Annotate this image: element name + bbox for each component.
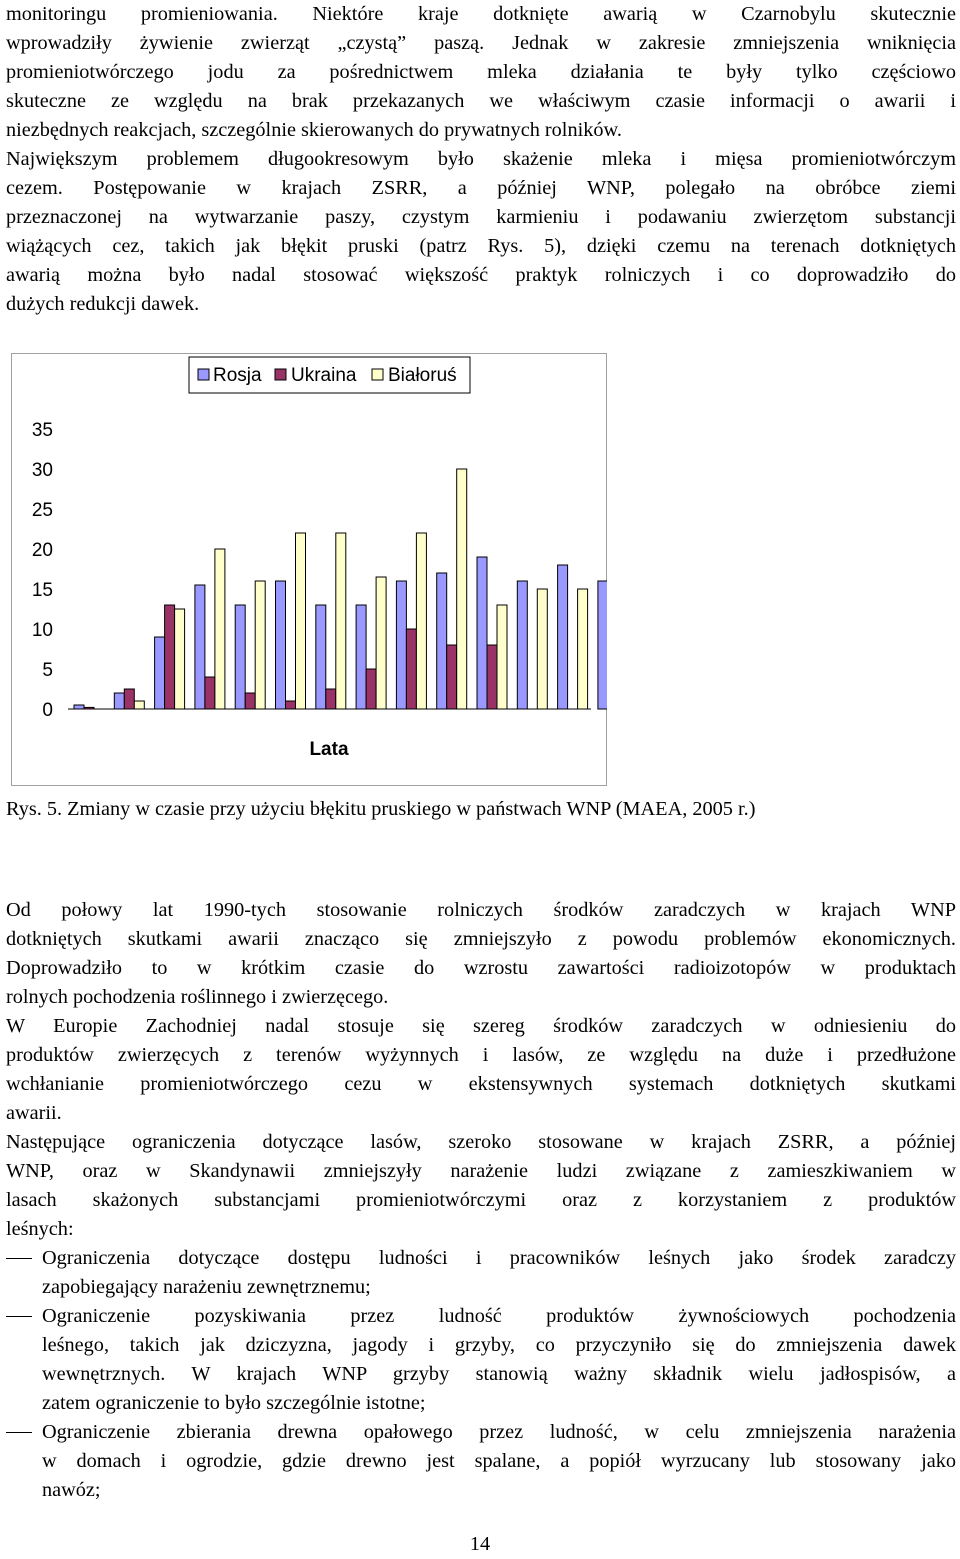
bar-rosja [114, 693, 124, 709]
text-line: nawóz; [42, 1479, 101, 1501]
bar-białoruś [457, 469, 467, 709]
legend-swatch-ukraina [275, 369, 286, 380]
text-line: monitoringu promieniowania. Niektóre kraje dotknięte awarią w Czarnobylu skutecznie [6, 3, 956, 25]
restrictions-list [6, 1244, 956, 1505]
bar-ukraina [124, 689, 134, 709]
text-line: w domach i ogrodzie, gdzie drewno jest spalane, a popiół wyrzucany lub stosowany jako [42, 1450, 956, 1472]
dash-bullet-icon [6, 1432, 32, 1433]
y-tick-label: 35 [31, 420, 53, 441]
bar-ukraina [487, 645, 497, 709]
bar-rosja [276, 581, 286, 709]
text-line: promieniotwórczego jodu za pośrednictwem mleka działania te były tylko częściowo [6, 61, 956, 83]
x-axis-label: Lata [309, 739, 349, 760]
bar-rosja [74, 705, 84, 709]
text-line: cezem. Postępowanie w krajach ZSRR, a później WNP, polegało na obróbce ziemi [6, 177, 956, 199]
bar-rosja [356, 605, 366, 709]
bar-białoruś [134, 701, 144, 709]
text-line: leśnego, takich jak dziczyzna, jagody i grzyby, co przyczyniło się do zmniejszenia dawek [42, 1334, 956, 1356]
body-paragraphs [6, 896, 956, 1244]
bar-rosja [195, 585, 205, 709]
chart-area-border [12, 354, 607, 786]
page-number: 14 [469, 1533, 491, 1555]
bar-białoruś [336, 533, 346, 709]
bar-ukraina [245, 693, 255, 709]
intro-paragraph [6, 0, 956, 319]
bar-rosja [316, 605, 326, 709]
text-line: dużych redukcji dawek. [6, 293, 200, 315]
legend-label-ukraina: Ukraina [291, 365, 357, 386]
bar-rosja [396, 581, 406, 709]
bar-ukraina [326, 689, 336, 709]
y-tick-label: 5 [42, 660, 53, 681]
bar-rosja [558, 565, 568, 709]
y-tick-label: 20 [31, 540, 53, 561]
legend-swatch-bialorus [372, 369, 383, 380]
bar-białoruś [296, 533, 306, 709]
bar-białoruś [416, 533, 426, 709]
bar-ukraina [447, 645, 457, 709]
bar-ukraina [205, 677, 215, 709]
bar-ukraina [286, 701, 296, 709]
bar-ukraina [406, 629, 416, 709]
bar-białoruś [255, 581, 265, 709]
bar-białoruś [175, 609, 185, 709]
list-item [6, 1418, 956, 1505]
text-line: Ograniczenie pozyskiwania przez ludność produktów żywnościowych pochodzenia [42, 1305, 956, 1327]
text-line: Doprowadziło to w krótkim czasie do wzrostu zawartości radioizotopów w produktach [6, 957, 956, 979]
figure-caption: Rys. 5. Zmiany w czasie przy użyciu błękitu pruskiego w państwach WNP (MAEA, 2005 r.) [6, 798, 756, 820]
bar-rosja [155, 637, 165, 709]
text-line: Ograniczenia dotyczące dostępu ludności i pracowników leśnych jako środek zaradczy [42, 1247, 956, 1269]
text-line: skuteczne ze względu na brak przekazanych we właściwym czasie informacji o awarii i [6, 90, 956, 112]
bar-białoruś [537, 589, 547, 709]
y-tick-label: 15 [31, 580, 53, 601]
legend-label-rosja: Rosja [213, 365, 262, 386]
text-line: awarii. [6, 1102, 62, 1124]
text-line: wewnętrznych. W krajach WNP grzyby stanowią ważny składnik wielu jadłospisów, a [42, 1363, 956, 1385]
text-line: awarią można było nadal stosować większość praktyk rolniczych i co doprowadziło do [6, 264, 956, 286]
text-line: Następujące ograniczenia dotyczące lasów, szeroko stosowane w krajach ZSRR, a później [6, 1131, 956, 1153]
bar-rosja [437, 573, 447, 709]
text-line: wiążących cez, takich jak błękit pruski (patrz Rys. 5), dzięki czemu na terenach dotkniętych [6, 235, 956, 257]
text-line: WNP, oraz w Skandynawii zmniejszyły narażenie ludzi związane z zamieszkiwaniem w [6, 1160, 956, 1182]
list-item [6, 1244, 956, 1302]
dash-bullet-icon [6, 1316, 32, 1317]
text-line: produktów zwierzęcych z terenów wyżynnych i lasów, ze względu na duże i przedłużone [6, 1044, 956, 1066]
text-line: Największym problemem długookresowym było skażenie mleka i mięsa promieniotwórczym [6, 148, 956, 170]
text-line: dotkniętych skutkami awarii znacząco się zmniejszyło z powodu problemów ekonomicznych. [6, 928, 956, 950]
bar-chart [11, 353, 607, 786]
text-line: niezbędnych reakcjach, szczególnie skierowanych do prywatnych rolników. [6, 119, 622, 141]
text-line: zapobiegający narażeniu zewnętrznemu; [42, 1276, 371, 1298]
bar-białoruś [376, 577, 386, 709]
text-line: wprowadziły żywienie zwierząt „czystą” paszą. Jednak w zakresie zmniejszenia wniknięcia [6, 32, 956, 54]
text-line: lasach skażonych substancjami promieniotwórczymi oraz z korzystaniem z produktów [6, 1189, 956, 1211]
bar-białoruś [578, 589, 588, 709]
text-line: Ograniczenie zbierania drewna opałowego przez ludność, w celu zmniejszenia narażenia [42, 1421, 956, 1443]
text-line: W Europie Zachodniej nadal stosuje się szereg środków zaradczych w odniesieniu do [6, 1015, 956, 1037]
bar-rosja [235, 605, 245, 709]
bar-rosja [517, 581, 527, 709]
dash-bullet-icon [6, 1258, 32, 1259]
legend-label-bialorus: Białoruś [388, 365, 457, 386]
y-tick-label: 30 [31, 460, 53, 481]
bar-ukraina [165, 605, 175, 709]
list-item [6, 1302, 956, 1418]
bar-ukraina [366, 669, 376, 709]
y-tick-label: 10 [31, 620, 53, 641]
y-tick-label: 0 [42, 700, 53, 721]
bar-białoruś [497, 605, 507, 709]
chart-legend [189, 357, 470, 393]
text-line: leśnych: [6, 1218, 74, 1240]
y-tick-label: 25 [31, 500, 53, 521]
legend-swatch-rosja [198, 369, 209, 380]
text-line: rolnych pochodzenia roślinnego i zwierzęcego. [6, 986, 389, 1008]
text-line: Od połowy lat 1990-tych stosowanie rolniczych środków zaradczych w krajach WNP [6, 899, 956, 921]
text-line: zatem ograniczenie to było szczególnie istotne; [42, 1392, 426, 1414]
text-line: wchłanianie promieniotwórczego cezu w ekstensywnych systemach dotkniętych skutkami [6, 1073, 956, 1095]
bar-rosja [598, 581, 607, 709]
bar-rosja [477, 557, 487, 709]
text-line: przeznaczonej na wytwarzanie paszy, czystym karmieniu i podawaniu zwierzętom substancji [6, 206, 956, 228]
bar-białoruś [215, 549, 225, 709]
